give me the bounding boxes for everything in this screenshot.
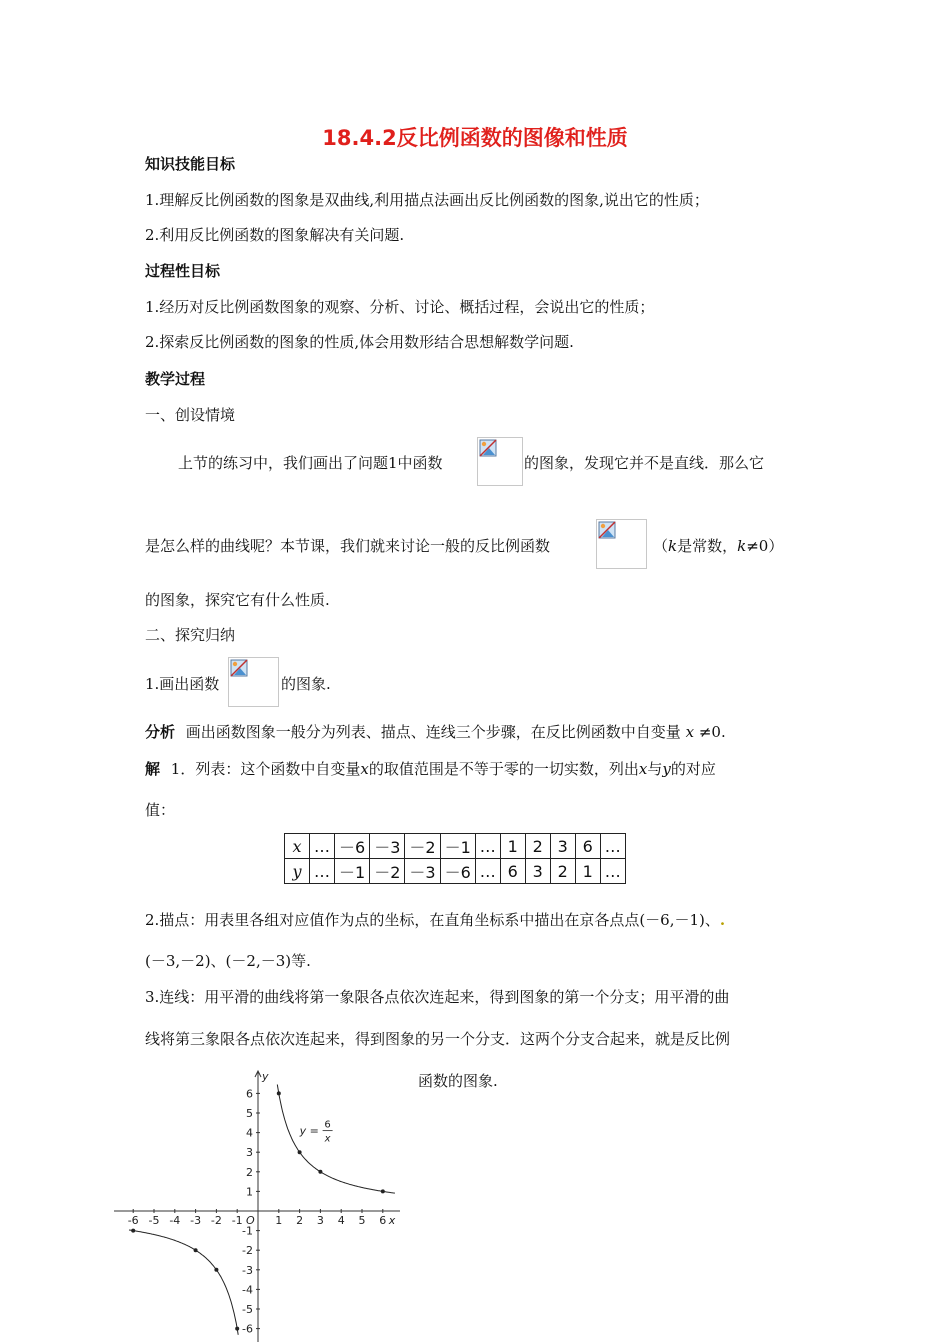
paragraph-1a: 上节的练习中，我们画出了问题1中函数 bbox=[178, 454, 443, 472]
process-item-1: 1.经历对反比例函数图象的观察、分析、讨论、概括过程，会说出它的性质； bbox=[145, 298, 655, 316]
data-point bbox=[298, 1150, 302, 1154]
y-tick-label: -6 bbox=[242, 1322, 253, 1336]
table-cell: 6 bbox=[500, 859, 525, 884]
table-cell: … bbox=[475, 834, 500, 859]
data-point bbox=[235, 1327, 239, 1331]
table-header-y: y bbox=[285, 859, 310, 884]
x-tick-label: 6 bbox=[379, 1214, 387, 1227]
table-cell: … bbox=[475, 859, 500, 884]
y-tick-label: -1 bbox=[242, 1224, 253, 1238]
x-tick-label: 4 bbox=[337, 1214, 345, 1227]
broken-image-icon bbox=[230, 659, 248, 677]
var-k: k bbox=[737, 537, 747, 555]
x-tick-label: -2 bbox=[210, 1214, 222, 1227]
table-cell: －6 bbox=[440, 859, 475, 884]
formula-eq: = bbox=[309, 1124, 319, 1138]
connect-step-b: 线将第三象限各点依次连起来，得到图象的另一个分支．这两个分支合起来，就是反比例 bbox=[145, 1030, 731, 1048]
y-tick-label: 4 bbox=[246, 1126, 253, 1140]
teaching-heading: 教学过程 bbox=[145, 370, 206, 388]
part-2-title: 二、探究归纳 bbox=[145, 626, 236, 644]
table-cell: 2 bbox=[550, 859, 575, 884]
y-tick-label: 6 bbox=[246, 1087, 253, 1101]
formula-denominator: x bbox=[324, 1133, 331, 1145]
analysis-label: 分析 bbox=[145, 723, 176, 741]
data-point bbox=[277, 1091, 281, 1095]
origin-label: O bbox=[246, 1214, 255, 1227]
formula-y: y bbox=[299, 1124, 307, 1138]
var-x: x bbox=[360, 760, 369, 778]
table-cell: 2 bbox=[525, 834, 550, 859]
part-1-title: 一、创设情境 bbox=[145, 406, 236, 424]
x-tick-label: -1 bbox=[231, 1214, 243, 1227]
table-header-x: x bbox=[285, 834, 310, 859]
solve-text-3: 与 bbox=[647, 760, 663, 778]
analysis-text: 画出函数图象一般分为列表、描点、连线三个步骤，在反比例函数中自变量 bbox=[185, 723, 681, 741]
hyperbola-graph bbox=[108, 1068, 408, 1344]
paragraph-2b bbox=[653, 535, 783, 556]
page-title: 18.4.2反比例函数的图像和性质 bbox=[322, 126, 628, 150]
const-text: 是常数， bbox=[677, 537, 738, 555]
solve-text-2: 的取值范围是不等于零的一切实数，列出 bbox=[368, 760, 639, 778]
curve-branch-q1 bbox=[277, 1085, 395, 1194]
solve-line-2: 值： bbox=[145, 801, 176, 819]
table-cell: －3 bbox=[405, 859, 440, 884]
x-tick-label: -6 bbox=[127, 1214, 139, 1227]
curve-branch-q3 bbox=[129, 1230, 238, 1335]
table-cell: 1 bbox=[575, 859, 600, 884]
nonzero-text: ≠0） bbox=[746, 537, 784, 555]
solve-text-1: 这个函数中自变量 bbox=[240, 760, 361, 778]
formula-image-placeholder bbox=[477, 437, 523, 486]
table-cell: … bbox=[600, 834, 625, 859]
step-1a: 1.画出函数 bbox=[145, 675, 220, 693]
table-row-x bbox=[285, 834, 626, 859]
formula-numerator: 6 bbox=[324, 1119, 331, 1131]
plot-step-a bbox=[145, 909, 725, 930]
y-tick-label: -3 bbox=[242, 1263, 253, 1277]
paragraph-2a: 是怎么样的曲线呢？本节课，我们就来讨论一般的反比例函数 bbox=[145, 537, 551, 555]
var-x: x bbox=[685, 723, 695, 741]
x-tick-label: -5 bbox=[148, 1214, 160, 1227]
x-axis-label: x bbox=[388, 1214, 396, 1227]
table-cell: 1 bbox=[500, 834, 525, 859]
table-cell: … bbox=[310, 859, 335, 884]
solve-step: 1．列表： bbox=[170, 760, 241, 778]
x-tick-label: -3 bbox=[190, 1214, 202, 1227]
y-tick-label: -5 bbox=[242, 1303, 253, 1316]
table-row-y bbox=[285, 859, 626, 884]
table-cell: －2 bbox=[370, 859, 405, 884]
knowledge-item-1: 1.理解反比例函数的图象是双曲线,利用描点法画出反比例函数的图象,说出它的性质； bbox=[145, 191, 709, 209]
x-tick-label: 2 bbox=[296, 1214, 304, 1227]
step-1b: 的图象. bbox=[281, 675, 331, 693]
table-cell: 3 bbox=[550, 834, 575, 859]
broken-image-icon bbox=[479, 439, 497, 457]
paren-open: （ bbox=[653, 537, 669, 555]
y-tick-label: -2 bbox=[242, 1244, 253, 1258]
solve-line bbox=[145, 758, 716, 779]
knowledge-item-2: 2.利用反比例函数的图象解决有关问题. bbox=[145, 226, 405, 244]
y-tick-label: -4 bbox=[242, 1283, 253, 1297]
y-axis-label: y bbox=[262, 1070, 269, 1083]
paragraph-3: 的图象，探究它有什么性质. bbox=[145, 591, 330, 609]
process-item-2: 2.探索反比例函数的图象的性质,体会用数形结合思想解数学问题. bbox=[145, 333, 574, 351]
value-table bbox=[284, 833, 626, 884]
data-point bbox=[131, 1229, 135, 1233]
table-cell: －6 bbox=[335, 834, 370, 859]
y-tick-label: 3 bbox=[246, 1146, 253, 1160]
formula-image-placeholder bbox=[228, 657, 279, 707]
var-k: k bbox=[668, 537, 678, 555]
data-point bbox=[194, 1248, 198, 1252]
data-point bbox=[214, 1268, 218, 1272]
table-cell: －1 bbox=[335, 859, 370, 884]
data-point bbox=[381, 1189, 385, 1193]
process-heading: 过程性目标 bbox=[145, 262, 221, 280]
y-tick-label: 2 bbox=[246, 1165, 253, 1179]
var-y: y bbox=[662, 760, 671, 778]
plot-step-b: (－3,－2)、(－2,－3)等. bbox=[145, 952, 311, 970]
x-tick-label: 1 bbox=[275, 1214, 283, 1227]
data-point bbox=[318, 1170, 322, 1174]
x-tick-label: 3 bbox=[316, 1214, 324, 1227]
table-cell: … bbox=[600, 859, 625, 884]
x-tick-label: 5 bbox=[358, 1214, 366, 1227]
x-tick-label: -4 bbox=[169, 1214, 181, 1227]
y-tick-label: 1 bbox=[246, 1185, 253, 1199]
table-cell: －2 bbox=[405, 834, 440, 859]
broken-image-icon bbox=[598, 521, 616, 539]
table-cell: 6 bbox=[575, 834, 600, 859]
analysis-end: ≠0. bbox=[698, 723, 726, 741]
table-cell: 3 bbox=[525, 859, 550, 884]
formula-image-placeholder bbox=[596, 519, 647, 569]
plot-step-text: 2.描点：用表里各组对应值作为点的坐标，在直角坐标系中描出在京各点点(－6,－1)、 bbox=[145, 911, 720, 929]
knowledge-heading: 知识技能目标 bbox=[145, 155, 236, 173]
paragraph-1b: 的图象，发现它并不是直线．那么它 bbox=[524, 454, 765, 472]
analysis-line bbox=[145, 721, 726, 742]
connect-step-a: 3.连线：用平滑的曲线将第一象限各点依次连起来，得到图象的第一个分支；用平滑的曲 bbox=[145, 988, 730, 1006]
y-tick-label: 5 bbox=[246, 1107, 253, 1120]
connect-step-c: 函数的图象. bbox=[418, 1072, 498, 1090]
var-x: x bbox=[638, 760, 648, 778]
table-cell: －1 bbox=[440, 834, 475, 859]
solve-label: 解 bbox=[145, 760, 161, 778]
solve-text-4: 的对应 bbox=[670, 760, 716, 778]
marker-dot: . bbox=[719, 911, 726, 929]
table-cell: －3 bbox=[370, 834, 405, 859]
table-cell: … bbox=[310, 834, 335, 859]
